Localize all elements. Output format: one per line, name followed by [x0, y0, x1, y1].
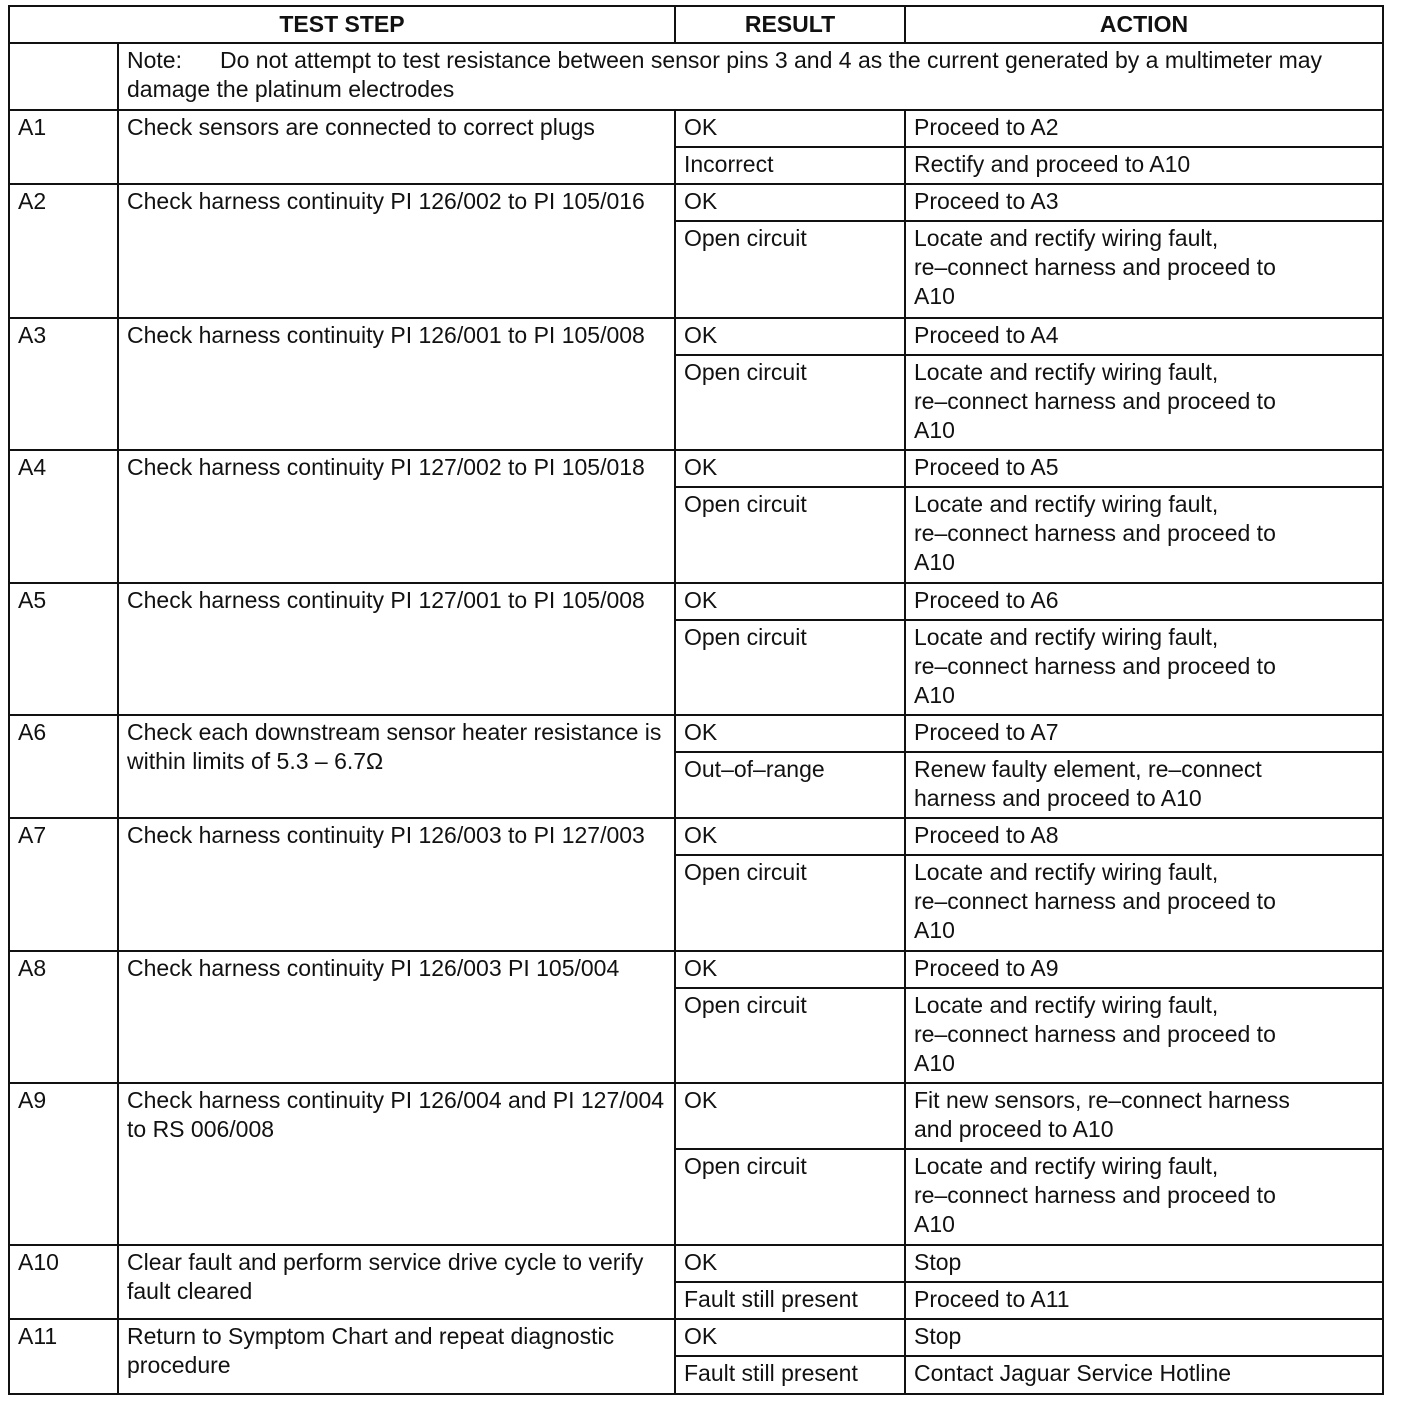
result-cell: Fault still present — [675, 1282, 905, 1319]
step-id: A3 — [9, 318, 118, 450]
step-row — [9, 318, 1383, 355]
action-cell: Stop — [905, 1319, 1383, 1356]
result-cell: OK — [675, 1083, 905, 1149]
step-description: Check harness continuity PI 126/004 and PI 127/004 to RS 006/008 — [118, 1083, 675, 1245]
result-cell: Fault still present — [675, 1356, 905, 1394]
step-id: A1 — [9, 110, 118, 184]
step-description: Check harness continuity PI 126/003 to PI 127/003 — [118, 818, 675, 951]
action-cell: Locate and rectify wiring fault, re–connect harness and proceed to A10 — [905, 487, 1383, 583]
result-cell: Incorrect — [675, 147, 905, 184]
header-action: ACTION — [905, 6, 1383, 43]
note-spacer — [9, 43, 118, 110]
action-cell: Proceed to A3 — [905, 184, 1383, 221]
step-id: A9 — [9, 1083, 118, 1245]
step-description: Check harness continuity PI 126/001 to PI 105/008 — [118, 318, 675, 450]
action-cell: Proceed to A11 — [905, 1282, 1383, 1319]
result-cell: Open circuit — [675, 1149, 905, 1245]
step-description: Check harness continuity PI 127/002 to PI 105/018 — [118, 450, 675, 583]
action-cell: Renew faulty element, re–connect harness and proceed to A10 — [905, 752, 1383, 818]
action-cell: Proceed to A9 — [905, 951, 1383, 988]
step-description: Return to Symptom Chart and repeat diagnostic procedure — [118, 1319, 675, 1394]
step-description: Check harness continuity PI 127/001 to PI 105/008 — [118, 583, 675, 715]
step-row — [9, 715, 1383, 752]
note-cell — [118, 43, 1383, 110]
header-test-step: TEST STEP — [9, 6, 675, 43]
result-cell: Open circuit — [675, 988, 905, 1083]
action-cell: Locate and rectify wiring fault, re–connect harness and proceed to A10 — [905, 355, 1383, 450]
step-description: Check each downstream sensor heater resistance is within limits of 5.3 – 6.7Ω — [118, 715, 675, 818]
result-cell: Out–of–range — [675, 752, 905, 818]
action-cell: Contact Jaguar Service Hotline — [905, 1356, 1383, 1394]
result-cell: OK — [675, 318, 905, 355]
action-cell: Proceed to A5 — [905, 450, 1383, 487]
note-row — [9, 43, 1383, 110]
diagnostic-procedure-table — [8, 5, 1384, 1395]
result-cell: Open circuit — [675, 355, 905, 450]
action-cell: Proceed to A7 — [905, 715, 1383, 752]
step-description: Check harness continuity PI 126/003 PI 105/004 — [118, 951, 675, 1083]
header-row — [9, 6, 1383, 43]
action-cell: Fit new sensors, re–connect harness and proceed to A10 — [905, 1083, 1383, 1149]
note-text: Do not attempt to test resistance between sensor pins 3 and 4 as the current generated by a multimeter may damage the platinum electrodes — [127, 47, 1323, 102]
result-cell: Open circuit — [675, 221, 905, 318]
step-row — [9, 583, 1383, 620]
step-row — [9, 1319, 1383, 1356]
step-description: Check sensors are connected to correct plugs — [118, 110, 675, 184]
action-cell: Locate and rectify wiring fault, re–connect harness and proceed to A10 — [905, 988, 1383, 1083]
step-description: Clear fault and perform service drive cycle to verify fault cleared — [118, 1245, 675, 1319]
result-cell: OK — [675, 583, 905, 620]
result-cell: OK — [675, 715, 905, 752]
step-row — [9, 951, 1383, 988]
result-cell: OK — [675, 450, 905, 487]
action-cell: Stop — [905, 1245, 1383, 1282]
step-id: A6 — [9, 715, 118, 818]
action-cell: Proceed to A4 — [905, 318, 1383, 355]
step-row — [9, 1245, 1383, 1282]
step-id: A11 — [9, 1319, 118, 1394]
step-id: A5 — [9, 583, 118, 715]
step-id: A10 — [9, 1245, 118, 1319]
action-cell: Locate and rectify wiring fault, re–connect harness and proceed to A10 — [905, 855, 1383, 951]
step-id: A8 — [9, 951, 118, 1083]
result-cell: Open circuit — [675, 620, 905, 715]
step-row — [9, 110, 1383, 147]
action-cell: Proceed to A2 — [905, 110, 1383, 147]
result-cell: Open circuit — [675, 855, 905, 951]
result-cell: OK — [675, 1319, 905, 1356]
result-cell: OK — [675, 951, 905, 988]
action-cell: Locate and rectify wiring fault, re–connect harness and proceed to A10 — [905, 221, 1383, 318]
step-id: A2 — [9, 184, 118, 318]
result-cell: OK — [675, 818, 905, 855]
action-cell: Proceed to A6 — [905, 583, 1383, 620]
step-row — [9, 1083, 1383, 1149]
result-cell: Open circuit — [675, 487, 905, 583]
action-cell: Proceed to A8 — [905, 818, 1383, 855]
action-cell: Rectify and proceed to A10 — [905, 147, 1383, 184]
step-row — [9, 450, 1383, 487]
step-id: A4 — [9, 450, 118, 583]
step-row — [9, 818, 1383, 855]
action-cell: Locate and rectify wiring fault, re–connect harness and proceed to A10 — [905, 620, 1383, 715]
result-cell: OK — [675, 184, 905, 221]
step-row — [9, 184, 1383, 221]
result-cell: OK — [675, 1245, 905, 1282]
action-cell: Locate and rectify wiring fault, re–connect harness and proceed to A10 — [905, 1149, 1383, 1245]
header-result: RESULT — [675, 6, 905, 43]
step-id: A7 — [9, 818, 118, 951]
note-label: Note: — [127, 47, 182, 73]
result-cell: OK — [675, 110, 905, 147]
step-description: Check harness continuity PI 126/002 to PI 105/016 — [118, 184, 675, 318]
